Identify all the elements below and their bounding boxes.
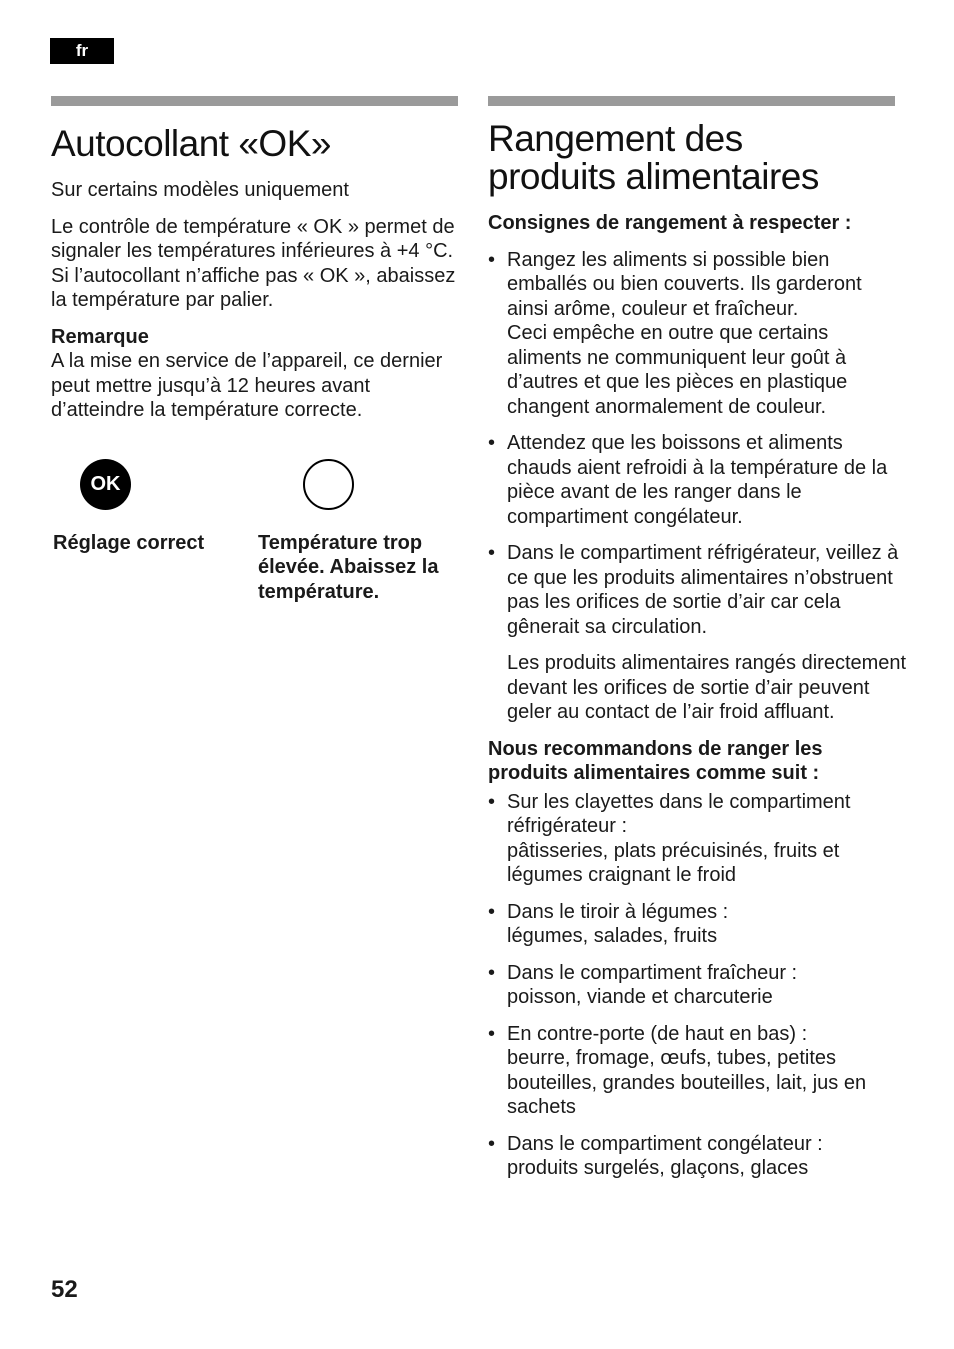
intro-text: Le contrôle de température « OK » permet de signaler les températures inférieures à +4 °C. Si l’autocollant n’affiche pas « OK », abaissez la température par palier.: [51, 215, 456, 311]
ok-sticker-icon: OK: [80, 459, 131, 510]
item-place: Dans le compartiment fraîcheur :: [507, 961, 798, 984]
item-foods: pâtisseries, plats précuisinés, fruits et légumes craignant le froid: [507, 839, 840, 886]
label-too-high: Température trop élevée. Abaissez la température.: [258, 531, 439, 603]
list-item: [488, 961, 908, 1010]
section-title: [488, 120, 908, 196]
list-item: [488, 900, 908, 949]
section-rule: [488, 96, 895, 106]
item-foods: légumes, salades, fruits: [507, 925, 718, 947]
consignes-heading: Consignes de rangement à respecter :: [488, 212, 852, 234]
recommend-list: [488, 790, 908, 1181]
title-line-2: produits alimentaires: [488, 156, 819, 197]
item-foods: poisson, viande et charcuterie: [507, 986, 773, 1008]
section-food-storage: [488, 96, 908, 1181]
item-place: Dans le tiroir à légumes :: [507, 900, 729, 923]
list-item: [488, 1132, 908, 1181]
list-item: [488, 541, 908, 639]
item-foods: beurre, fromage, œufs, tubes, petites bouteilles, grandes bouteilles, lait, jus en sachets: [507, 1047, 867, 1118]
bullet-text: Attendez que les boissons et aliments chauds aient refroidi à la température de la pièce avant de les ranger dans le compartiment congélateur.: [507, 432, 888, 528]
consignes-list: [488, 248, 908, 640]
section-title: Autocollant «OK»: [51, 123, 331, 164]
note-heading: Remarque: [51, 325, 149, 348]
label-correct: Réglage correct: [53, 531, 205, 554]
section-ok-sticker: [51, 96, 459, 611]
item-place: Sur les clayettes dans le compartiment réfrigérateur :: [507, 790, 851, 837]
recommend-heading: Nous recommandons de ranger les produits alimentaires comme suit :: [488, 737, 823, 784]
subtitle: Sur certains modèles uniquement: [51, 179, 349, 201]
sticker-labels: [51, 531, 459, 611]
bullet-followup: Les produits alimentaires rangés directement devant les orifices de sortie d’air peuvent geler au contact de l’air froid affluant.: [507, 652, 907, 723]
language-tab: fr: [50, 38, 114, 64]
item-place: Dans le compartiment congélateur :: [507, 1132, 823, 1155]
section-rule: [51, 96, 458, 106]
list-item: [488, 1022, 908, 1120]
sticker-symbols: [51, 439, 459, 531]
item-place: En contre-porte (de haut en bas) :: [507, 1022, 808, 1045]
note-text: A la mise en service de l’appareil, ce dernier peut mettre jusqu’à 12 heures avant d’atteindre la température correcte.: [51, 350, 443, 421]
list-item: [488, 431, 908, 529]
bullet-text: Dans le compartiment réfrigérateur, veillez à ce que les produits alimentaires n’obstruent pas les orifices de sortie d’air car cela gênerait sa circulation.: [507, 542, 899, 638]
bullet-extra: Ceci empêche en outre que certains aliments ne communiquent leur goût à d’autres et que les pièces en plastique changent anormalement de couleur.: [507, 322, 848, 418]
title-line-1: Rangement des: [488, 118, 743, 159]
page-number: 52: [51, 1276, 78, 1303]
list-item: [488, 790, 908, 888]
item-foods: produits surgelés, glaçons, glaces: [507, 1157, 809, 1179]
blank-sticker-icon: [303, 459, 354, 510]
bullet-text: Rangez les aliments si possible bien emballés ou bien couverts. Ils garderont ainsi arôme, couleur et fraîcheur.: [507, 248, 862, 320]
list-item: [488, 248, 908, 420]
